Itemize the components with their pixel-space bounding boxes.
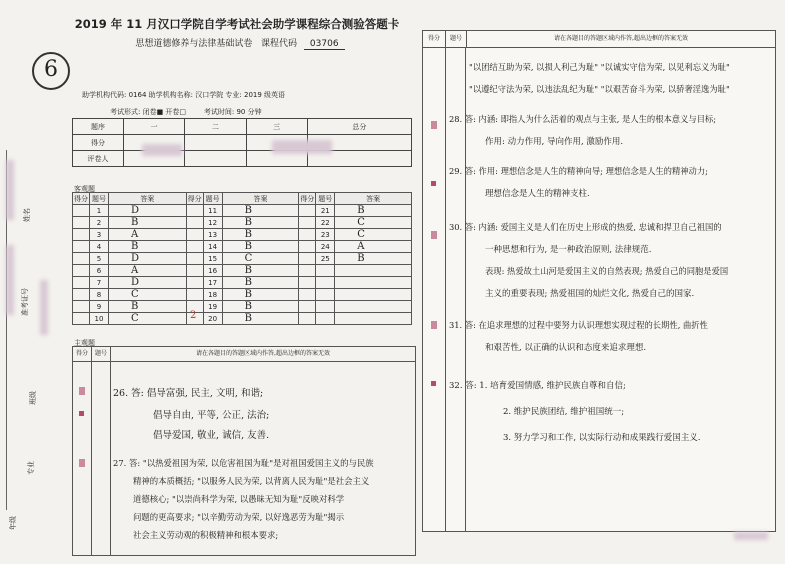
answer-cell: C [335,229,412,241]
score-cell [73,217,90,229]
answer-cell [335,313,412,325]
score-cell [185,151,246,167]
answer-line: 社会主义劳动观的积极精神和根本要求; [133,530,279,540]
table-row [73,301,412,313]
score-cell [73,253,90,265]
score-cell [299,217,316,229]
score-cell [299,313,316,325]
answer-cell: B [222,241,299,253]
score-cell [299,253,316,265]
column-header: 三 [246,119,307,135]
table-row [73,253,412,265]
answer-cell: B [109,301,187,313]
question-number [316,289,335,301]
grading-mark [79,459,85,467]
answer-line: 和艰苦性, 以正确的认识和态度来追求理想. [485,343,647,353]
answer-cell: B [222,229,299,241]
score-cell [299,265,316,277]
answer-cell: A [335,241,412,253]
question-number: 21 [316,205,335,217]
answer-cell: D [109,205,187,217]
score-cell [299,241,316,253]
side-class-label: 班级 [29,391,37,405]
score-cell [186,229,203,241]
grading-mark [431,181,436,186]
header-score: 得分 [300,194,315,203]
answer-line: 问题的更高要求; "以辛勤劳动为荣, 以好逸恶劳为耻"揭示 [133,512,345,522]
question-number [316,301,335,313]
score-cell [186,289,203,301]
question-number: 11 [203,205,222,217]
score-cell [299,289,316,301]
grading-mark [431,381,436,386]
score-cell [299,277,316,289]
grading-mark [79,387,85,395]
answer-cell: A [109,265,187,277]
answer-cell: B [109,241,187,253]
answer-line: 倡导爱国, 敬业, 诚信, 友善. [153,430,270,441]
answer-cell: B [222,301,299,313]
row-label: 题序 [73,119,124,135]
right-header [423,31,775,48]
column-divider [110,361,111,555]
instruction: 请在各题目的答题区域内作答,超出边框的答案无效 [196,350,330,357]
row-label: 评卷人 [73,151,124,167]
redacted-block [734,532,768,540]
side-major-label: 专业 [27,461,35,475]
question-number: 13 [203,229,222,241]
score-table [72,118,412,167]
answer-line: 31. 答: 在追求理想的过程中要努力认识理想实现过程的长期性, 曲折性 [449,320,708,330]
score-cell [73,229,90,241]
row-label: 得分 [73,135,124,151]
score-cell [186,253,203,265]
question-number: 24 [316,241,335,253]
table-row [73,265,412,277]
exam-form: 考试形式: 闭卷■ 开卷□ [110,108,187,116]
table-row [73,205,412,217]
subtitle [70,36,410,50]
left-page [22,8,402,556]
answer-cell [335,277,412,289]
score-cell [73,289,90,301]
score-cell [185,135,246,151]
answer-line: 理想信念是人生的精神支柱. [485,189,590,199]
redacted-block [6,160,14,220]
answer-cell [335,289,412,301]
header-no: 题号 [203,193,222,205]
course-name: 思想道德修养与法律基础试卷 [135,39,253,49]
subjective-header [73,347,415,362]
question-number: 6 [90,265,109,277]
question-number: 9 [90,301,109,313]
table-row [73,289,412,301]
question-number: 4 [90,241,109,253]
score-cell [73,265,90,277]
header-answer: 答案 [109,193,187,205]
column-header: 一 [124,119,185,135]
question-number: 12 [203,217,222,229]
exam-time: 考试时间: 90 分钟 [203,108,262,116]
answer-line: 倡导自由, 平等, 公正, 法治; [153,410,270,421]
red-score-mark: 2 [190,310,197,321]
column-header: 二 [185,119,246,135]
question-number: 19 [203,301,222,313]
answer-line: 一种思想和行为, 是一种政治原则, 法律规范. [485,245,652,255]
answer-line: 28. 答: 内涵: 即指人为什么活着的观点与主张, 是人生的根本意义与目标; [449,114,717,124]
header-answer: 答案 [335,193,412,205]
exam-info [110,107,262,117]
question-number: 14 [203,241,222,253]
answer-cell: D [109,277,187,289]
header-answer: 答案 [222,193,299,205]
question-number: 16 [203,265,222,277]
score-cell [73,277,90,289]
score-cell [186,277,203,289]
answer-line: 表现: 热爱故土山河是爱国主义的自然表现; 热爱自己的同胞是爱国 [485,266,729,276]
score-cell [73,241,90,253]
grading-mark [431,121,437,129]
side-name-label: 姓名 [23,208,31,222]
table-row [73,313,412,325]
question-number: 3 [90,229,109,241]
score-cell [186,241,203,253]
answer-line: 30. 答: 内涵: 爱国主义是人们在历史上形成的热爱, 忠诚和捍卫自己祖国的 [449,222,722,232]
side-grade-label: 年级 [9,516,17,530]
answer-line: 2. 维护民族团结, 维护祖国统一; [503,407,625,417]
answer-cell: B [335,205,412,217]
answer-cell: D [109,253,187,265]
question-number: 20 [203,313,222,325]
header-no: 题号 [316,193,335,205]
answer-cell: B [335,253,412,265]
table-row [73,277,412,289]
score-cell [186,217,203,229]
question-number: 7 [90,277,109,289]
institution-info: 助学机构代码: 0164 助学机构名称: 汉口学院 专业: 2019 级英语 [82,91,286,99]
instruction: 请在各题目的答题区域内作答,超出边框的答案无效 [554,35,688,42]
subjective-label: 主观题 [74,339,95,347]
header-no: 题号 [446,31,467,47]
answer-cell: C [109,289,187,301]
header-score: 得分 [74,194,88,203]
answer-cell: B [222,313,299,325]
question-number: 25 [316,253,335,265]
table-row [73,229,412,241]
course-code: 03706 [304,39,345,50]
question-number: 18 [203,289,222,301]
score-cell [299,229,316,241]
question-number: 5 [90,253,109,265]
score-cell [73,313,90,325]
score-cell [73,301,90,313]
redacted-signature [142,144,182,156]
score-cell [73,205,90,217]
question-number: 10 [90,313,109,325]
grading-mark [431,321,437,329]
answer-line: 作用: 动力作用, 导向作用, 激励作用. [485,137,624,147]
answer-line: "以遵纪守法为荣, 以违法乱纪为耻" "以艰苦奋斗为荣, 以骄奢淫逸为耻" [469,84,730,94]
table-row [73,241,412,253]
course-code-label: 课程代码 [261,39,298,49]
question-number: 22 [316,217,335,229]
circled-number: 6 [32,52,70,90]
question-number [316,313,335,325]
answer-cell: A [109,229,187,241]
column-divider [91,361,92,555]
answer-cell: C [335,217,412,229]
header-score: 得分 [187,194,202,203]
answer-cell: B [222,277,299,289]
question-number: 1 [90,205,109,217]
right-page [422,30,776,532]
objective-label: 客观题 [74,185,95,193]
answer-cell [335,301,412,313]
answer-cell: B [222,289,299,301]
redacted-signature [272,140,332,154]
answer-line: 26. 答: 倡导富强, 民主, 文明, 和谐; [113,388,264,399]
answer-line: 道德核心; "以崇尚科学为荣, 以愚昧无知为耻"反映对科学 [133,494,345,504]
score-cell [299,301,316,313]
header-no: 题号 [90,193,109,205]
answer-line: 精神的本质概括; "以服务人民为荣, 以背离人民为耻"是社会主义 [133,476,370,486]
score-cell [186,205,203,217]
answer-cell: B [222,217,299,229]
table-row [73,217,412,229]
column-header: 总分 [307,119,411,135]
answer-cell: B [109,217,187,229]
grading-mark [431,231,437,239]
header-score: 得分 [73,347,92,361]
side-exam-id-label: 准考证号 [21,288,29,316]
answer-line: 32. 答: 1. 培育爱国情感, 维护民族自尊和自信; [449,381,626,391]
answer-cell: B [222,205,299,217]
answer-cell: B [222,265,299,277]
answer-cell: C [222,253,299,265]
answer-line: "以团结互助为荣, 以损人利己为耻" "以诚实守信为荣, 以见利忘义为耻" [469,62,730,72]
score-cell [299,205,316,217]
question-number: 8 [90,289,109,301]
page-title: 2019 年 11 月汉口学院自学考试社会助学课程综合测验答题卡 [74,17,400,31]
question-number [316,277,335,289]
score-cell [186,265,203,277]
answer-cell [335,265,412,277]
question-number: 17 [203,277,222,289]
question-number: 2 [90,217,109,229]
header-score: 得分 [423,31,446,47]
grading-mark [79,411,84,416]
answer-line: 29. 答: 作用: 理想信念是人生的精神向导; 理想信念是人生的精神动力; [449,166,708,176]
subjective-answer-area [72,346,416,556]
question-number: 23 [316,229,335,241]
answer-line: 3. 努力学习和工作, 以实际行动和成果践行爱国主义. [503,433,701,443]
answer-line: 27. 答: "以热爱祖国为荣, 以危害祖国为耻"是对祖国爱国主义的与民族 [113,458,374,468]
column-divider [445,47,446,531]
answer-line: 主义的重要表现; 热爱祖国的灿烂文化, 热爱自己的国家. [485,289,695,299]
objective-table [72,192,412,325]
redacted-block [6,245,14,315]
question-number: 15 [203,253,222,265]
answer-cell: C [109,313,187,325]
question-number [316,265,335,277]
header-no: 题号 [92,347,111,361]
